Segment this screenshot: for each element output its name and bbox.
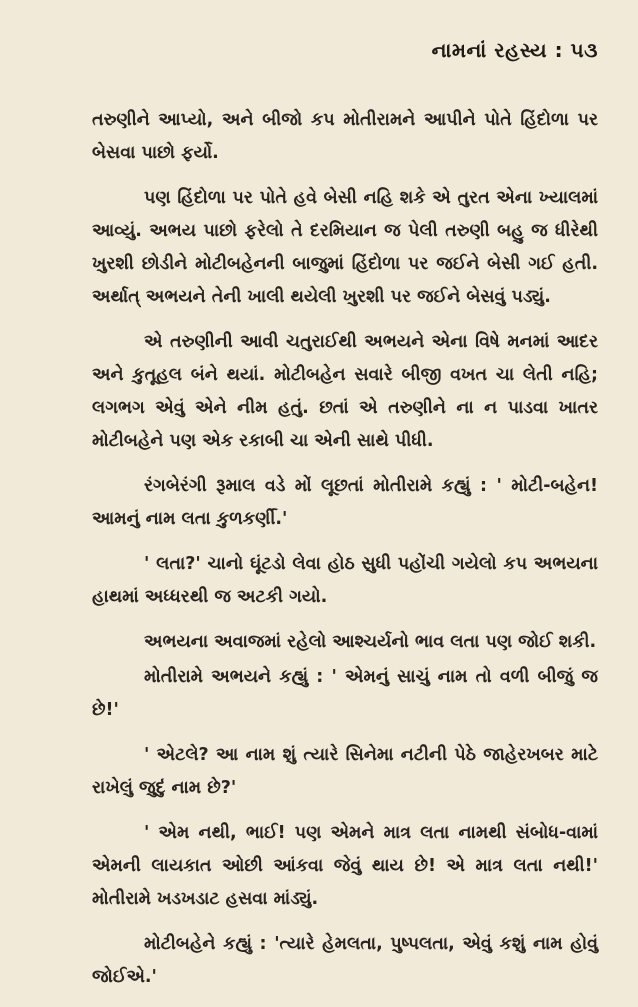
running-head: નામનાં રહસ્ય : ૫૩ (431, 38, 598, 62)
page-body (92, 104, 598, 1006)
paragraph: તરુણીને આપ્યો, અને બીજો કપ મોતીરામને આપીને પોતે હિંદોળા પર બેસવા પાછો ફર્યો. (92, 110, 598, 163)
paragraph: પણ હિંદોળા પર પોતે હવે બેસી નહિ શકે એ તુરત એના ખ્યાલમાં આવ્યું. અભય પાછો ફરેલો તે દરમિયાન જ પેલી તરુણી બહુ જ ધીરેથી ખુરશી છોડીને મોટીબહેનની બાજુમાં હિંદોળા પર જઈને બેસી ગઈ હતી. અર્થાત્ અભયને તેની ખાલી થયેલી ખુરશી પર જઈને બેસવું પડ્યું. (92, 188, 598, 307)
paragraph: ' લતા?' ચાનો ઘૂંટડો લેવા હોઠ સુધી પહોંચી ગયેલો કપ અભયના હાથમાં અધ્ધરથી જ અટકી ગયો. (92, 554, 598, 607)
paragraph: ' એટલે? આ નામ શું ત્યારે સિનેમા નટીની પેઠે જાહેરખબર માટે રાખેલું જુદું નામ છે?' (92, 745, 598, 798)
paragraph: અભયના અવાજમાં રહેલો આશ્ચર્યનો ભાવ લતા પણ જોઈ શકી. (144, 632, 597, 652)
paragraph: ' એમ નથી, ભાઈ! પણ એમને માત્ર લતા નામથી સંબોધ-વામાં એમની લાયકાત ઓછી આંકવા જેવું થાય છે! એ માત્ર લતા નથી!' મોતીરામે ખડખડાટ હસવા માંડ્યું. (92, 823, 598, 909)
paragraph: એ તરુણીની આવી ચતુરાઈથી અભયને એના વિષે મનમાં આદર અને કુતૂહલ બંને થયાં. મોટીબહેન સવારે બીજી વખત ચા લેતી નહિ; લગભગ એવું એને નીમ હતું. છતાં એ તરુણીને ના ન પાડવા ખાતર મોટીબહેને પણ એક રકાબી ચા એની સાથે પીધી. (92, 332, 598, 451)
paragraph: રંગબેરંગી રૂમાલ વડે મોં લૂછતાં મોતીરામે કહ્યું : ' મોટી-બહેન! આમનું નામ લતા કુળકર્ણી.' (92, 476, 598, 529)
paragraph: મોતીરામે અભયને કહ્યું : ' એમનું સાચું નામ તો વળી બીજું જ છે!' (92, 667, 598, 720)
paragraph: મોટીબહેને કહ્યું : 'ત્યારે હેમલતા, પુષ્પલતા, એવું કશું નામ હોવું જોઈએ.' (92, 934, 598, 987)
